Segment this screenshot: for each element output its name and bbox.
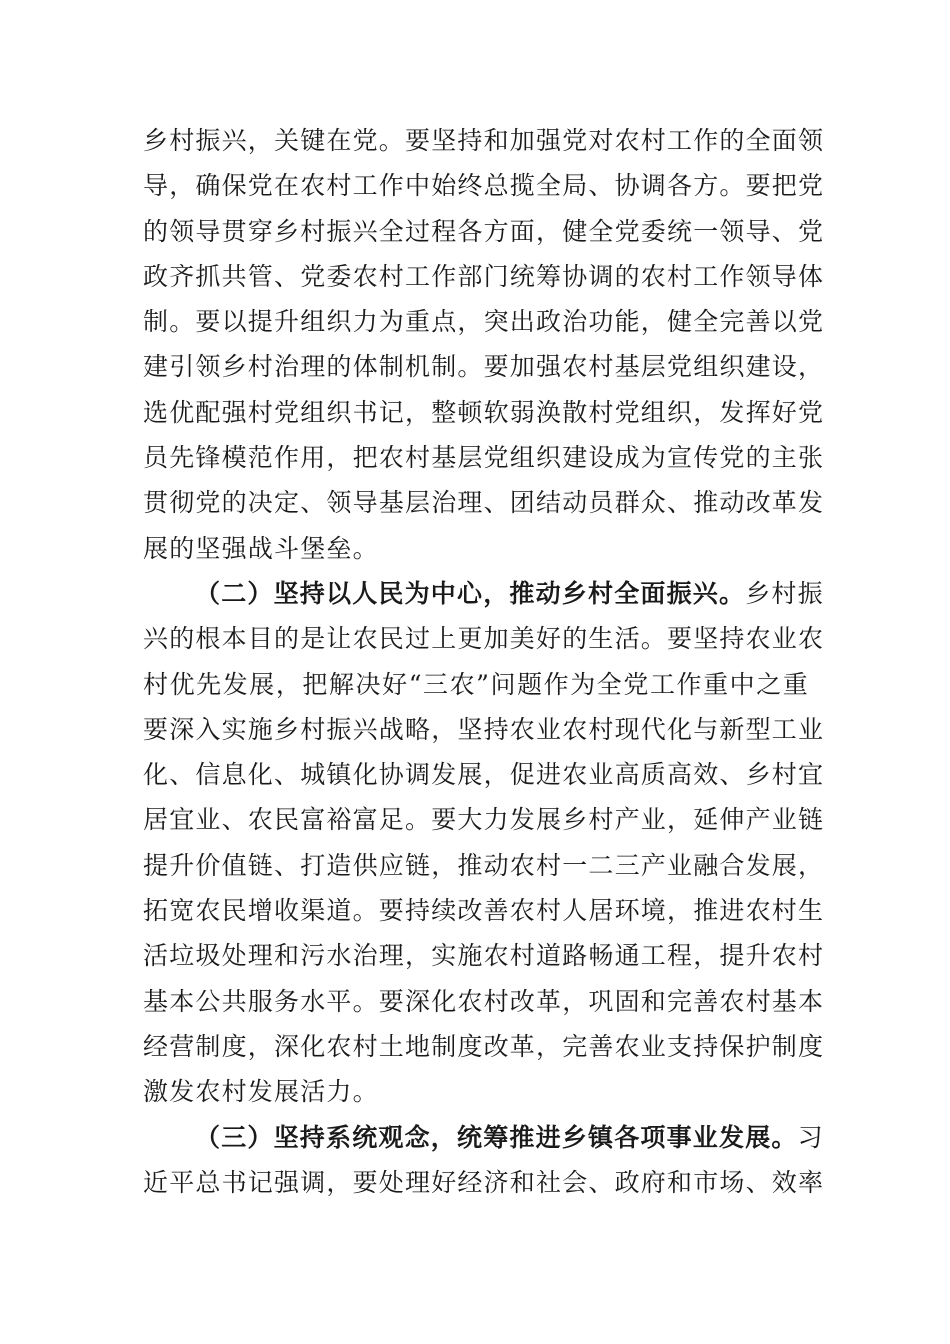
text-segment: 兴的根本目的是让农民过上更加美好的生活。要坚持农业农	[143, 624, 825, 654]
text-line	[143, 662, 809, 707]
text-segment: 提升价值链、打造供应链，推动农村一二三产业融合发展，	[143, 850, 825, 880]
paragraph	[143, 571, 825, 1115]
text-segment: 乡村振兴，关键在党。要坚持和加强党对农村工作的全面领	[143, 126, 825, 155]
text-line	[143, 752, 825, 797]
text-line	[143, 1024, 825, 1069]
body-text	[143, 118, 825, 1205]
text-line	[143, 163, 825, 208]
text-line	[143, 979, 825, 1024]
text-segment: 化、信息化、城镇化协调发展，促进农业高质高效、乡村宜	[143, 760, 825, 790]
text-segment: 拓宽农民增收渠道。要持续改善农村人居环境，推进农村生	[143, 896, 825, 926]
text-segment: 基本公共服务水平。要深化农村改革，巩固和完善农村基本	[143, 986, 825, 1016]
text-segment: 政齐抓共管、党委农村工作部门统筹协调的农村工作领导体	[143, 261, 825, 291]
paragraph	[143, 1115, 825, 1206]
text-line	[143, 390, 825, 435]
text-line	[143, 299, 825, 344]
text-line	[143, 1069, 809, 1114]
text-segment: 员先锋模范作用，把农村基层党组织建设成为宣传党的主张	[143, 443, 825, 473]
text-segment: 制。要以提升组织力为重点，突出政治功能，健全完善以党	[143, 307, 825, 337]
text-line	[143, 888, 825, 933]
text-segment: 经营制度，深化农村土地制度改革，完善农业支持保护制度	[143, 1031, 825, 1061]
paragraph	[143, 118, 825, 571]
text-segment: 导，确保党在农村工作中始终总揽全局、协调各方。要把党	[143, 171, 825, 201]
text-line	[143, 571, 824, 616]
text-segment: 要深入实施乡村振兴战略，坚持农业农村现代化与新型工业	[143, 714, 825, 744]
text-line	[143, 480, 825, 525]
text-line	[143, 435, 825, 480]
text-line	[143, 254, 825, 299]
section-heading: （二）坚持以人民为中心，推动乡村全面振兴。	[195, 578, 746, 608]
text-line	[143, 1115, 824, 1160]
text-line	[143, 933, 825, 978]
text-line	[143, 1160, 825, 1205]
text-segment: 激发农村发展活力。	[143, 1077, 379, 1107]
text-segment: 选优配强村党组织书记，整顿软弱涣散村党组织，发挥好党	[143, 397, 825, 427]
text-segment: 展的坚强战斗堡垒。	[143, 533, 379, 563]
text-line	[143, 707, 825, 752]
text-segment: 的领导贯穿乡村振兴全过程各方面，健全党委统一领导、党	[143, 216, 825, 246]
text-line	[143, 843, 825, 888]
text-line	[143, 797, 825, 842]
text-segment: 活垃圾处理和污水治理，实施农村道路畅通工程，提升农村	[143, 941, 825, 971]
text-segment: 居宜业、农民富裕富足。要大力发展乡村产业，延伸产业链	[143, 805, 825, 835]
text-line	[143, 118, 825, 163]
text-line	[143, 616, 825, 661]
text-segment: 乡村振	[745, 578, 824, 608]
text-segment: 习	[797, 1122, 824, 1152]
text-segment: 近平总书记强调，要处理好经济和社会、政府和市场、效率	[143, 1167, 825, 1197]
text-segment: 贯彻党的决定、领导基层治理、团结动员群众、推动改革发	[143, 488, 825, 518]
text-line	[143, 526, 809, 571]
text-line	[143, 344, 825, 389]
text-line	[143, 209, 825, 254]
text-segment: 建引领乡村治理的体制机制。要加强农村基层党组织建设，	[143, 352, 825, 382]
section-heading: （三）坚持系统观念，统筹推进乡镇各项事业发展。	[195, 1122, 798, 1152]
text-segment: 村优先发展，把解决好“三农”问题作为全党工作重中之重	[143, 669, 809, 699]
